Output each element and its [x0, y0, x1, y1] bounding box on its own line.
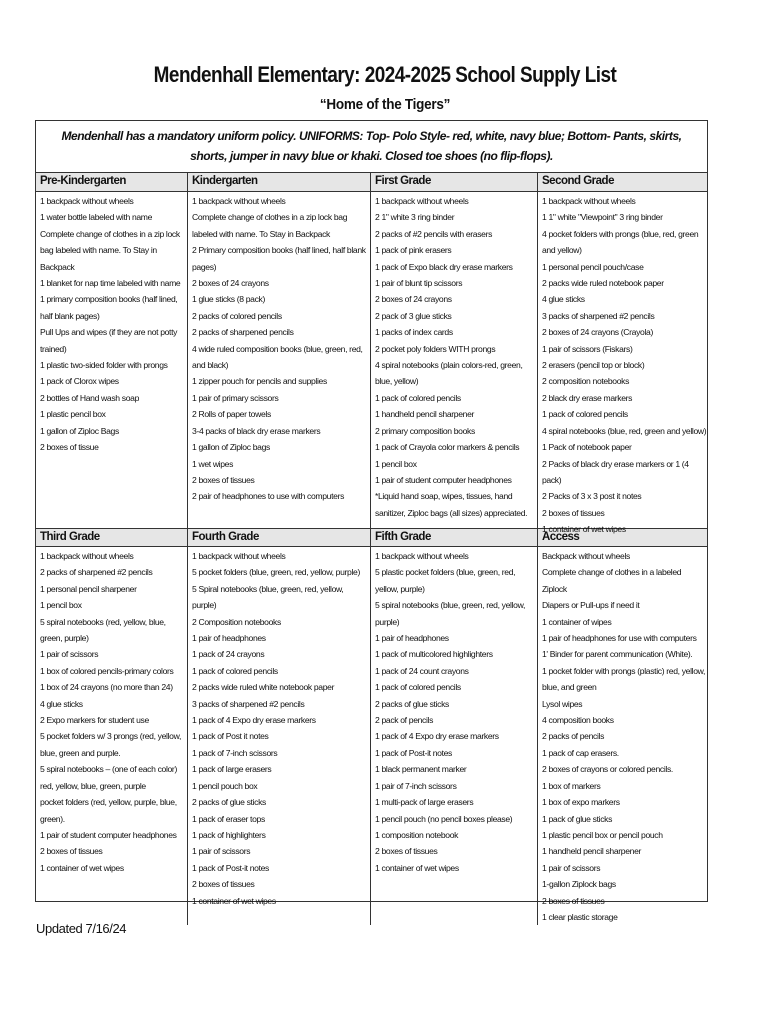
list-item: 1 pack of colored pencils — [375, 392, 461, 403]
list-item: 2 packs of pencils — [542, 731, 605, 742]
list-item: 2 boxes of tissues — [542, 507, 605, 518]
list-item: 1 pack of large erasers — [192, 764, 272, 775]
list-item: 2 packs of colored pencils — [192, 310, 282, 321]
header-access: Access — [542, 531, 580, 543]
list-item: 2 boxes of 24 crayons (Crayola) — [542, 327, 653, 338]
list-item: 2 boxes of tissues — [542, 895, 605, 906]
list-item: 3 packs of sharpened #2 pencils — [542, 310, 655, 321]
list-item: 1 personal pencil pouch/case — [542, 261, 644, 272]
list-item: 1 personal pencil sharpener — [40, 583, 137, 594]
list-item: 1 pack of 24 crayons — [192, 649, 265, 660]
list-item: 1 packs of index cards — [375, 327, 453, 338]
list-item: 1 pack of 4 Expo dry erase markers — [192, 715, 316, 726]
list-item: 1 composition notebook — [375, 829, 459, 840]
list-fourth-grade — [188, 547, 371, 925]
list-item: 1 pair of headphones — [192, 633, 266, 644]
list-item: 5 Spiral notebooks (blue, green, red, yellow, purple) — [192, 583, 344, 611]
list-item: 1 gallon of Ziploc bags — [192, 442, 270, 453]
list-item: 1 pencil box — [40, 600, 82, 611]
list-item: 1 water bottle labeled with name — [40, 212, 153, 223]
list-item: 1 pair of blunt tip scissors — [375, 278, 463, 289]
list-item: 1 box of colored pencils-primary colors — [40, 665, 174, 676]
list-item: 1 backpack without wheels — [375, 196, 469, 206]
list-item: 3 packs of sharpened #2 pencils — [192, 698, 305, 709]
list-item: 1 pocket folder with prongs (plastic) red, yellow, blue, and green — [542, 665, 706, 693]
supply-table — [35, 120, 708, 922]
list-pre-kindergarten — [36, 192, 188, 538]
list-item: 1 pencil pouch box — [192, 780, 258, 791]
list-item: 2 packs of #2 pencils with erasers — [375, 228, 493, 239]
list-item: 2 primary composition books — [375, 425, 475, 436]
list-item: 1 pack of Clorox wipes — [40, 376, 119, 387]
list-item: 1 Pack of notebook paper — [542, 442, 632, 453]
body-row-1 — [36, 192, 707, 535]
list-item: Backpack without wheels — [542, 551, 630, 561]
list-item: 4 composition books — [542, 715, 614, 726]
list-item: 2 boxes of tissues — [40, 846, 103, 857]
header-fourth-grade: Fourth Grade — [188, 529, 371, 546]
list-item: 1 clear plastic storage — [542, 911, 618, 922]
list-item: Complete change of clothes in a labeled Ziplock — [542, 567, 682, 594]
page-subtitle: “Home of the Tigers” — [319, 96, 451, 113]
list-item: Complete change of clothes in a zip lock bag labeled with name. To Stay in Backpack — [40, 228, 180, 272]
list-item: 1 blanket for nap time labeled with name — [40, 278, 181, 289]
list-item: 1 pair of student computer headphones — [375, 474, 512, 485]
list-item: 2 packs of glue sticks — [192, 797, 266, 808]
list-item: 5 pocket folders (blue, green, red, yellow, purple) — [192, 567, 360, 578]
page-title: Mendenhall Elementary: 2024-2025 School Supply List — [153, 62, 617, 87]
list-item: 1 gallon of Ziploc Bags — [40, 425, 119, 436]
list-item: 1 pair of scissors — [542, 862, 601, 873]
list-item: 1 pack of 4 Expo dry erase markers — [375, 731, 499, 742]
list-item: 1 backpack without wheels — [192, 196, 286, 206]
list-item: 2 bottles of Hand wash soap — [40, 392, 139, 403]
list-item: 2 Rolls of paper towels — [192, 409, 271, 420]
list-item: 1 pack of cap erasers. — [542, 747, 619, 758]
list-item: 2 Composition notebooks — [192, 616, 281, 627]
list-item: 2 boxes of tissues — [192, 879, 255, 890]
list-item: 4 wide ruled composition books (blue, green, red, and black) — [192, 343, 363, 371]
list-item: 2 black dry erase markers — [542, 392, 633, 403]
list-item: 1 pair of scissors — [40, 649, 99, 660]
list-item: 5 spiral notebooks – (one of each color) red, yellow, blue, green, purple — [40, 764, 177, 791]
list-item: 4 spiral notebooks (blue, red, green and yellow) — [542, 425, 707, 436]
list-item: 1 pack of eraser tops — [192, 813, 265, 824]
list-item: 2 Packs of 3 x 3 post it notes — [542, 491, 642, 502]
list-item: 1 box of 24 crayons (no more than 24) — [40, 682, 173, 693]
list-item: Complete change of clothes in a zip lock bag labeled with name. To Stay in Backpack — [192, 212, 348, 239]
list-access — [538, 547, 709, 925]
list-item: 2 pack of 3 glue sticks — [375, 310, 452, 321]
list-item: 2 composition notebooks — [542, 376, 630, 387]
list-first-grade — [371, 192, 538, 538]
header-kindergarten: Kindergarten — [188, 173, 371, 191]
list-item: 1 handheld pencil sharpener — [375, 409, 475, 420]
list-item: 1 pencil box — [375, 458, 417, 469]
list-item: 2 pair of headphones to use with computers — [192, 491, 345, 502]
list-item: 2 pocket poly folders WITH prongs — [375, 343, 496, 354]
list-item: 1 pack of highlighters — [192, 829, 266, 840]
header-fifth-grade: Fifth Grade — [371, 529, 538, 546]
list-item: 1 pair of 7-inch scissors — [375, 780, 457, 791]
list-kindergarten — [188, 192, 371, 538]
list-item: 1 pair of primary scissors — [192, 392, 279, 403]
list-item: 2 boxes of tissue — [40, 442, 99, 453]
list-item: 2 boxes of tissues — [375, 846, 438, 857]
list-item: 1 plastic pencil box — [40, 409, 106, 420]
list-item: 1 container of wet wipes — [192, 895, 276, 906]
list-fifth-grade — [371, 547, 538, 925]
list-item: 1 pack of Post it notes — [192, 731, 269, 742]
list-item: 1-gallon Ziplock bags — [542, 879, 616, 890]
list-item: 1 pack of 7-inch scissors — [192, 747, 278, 758]
list-item: 4 glue sticks — [542, 294, 585, 305]
list-item: 1 backpack without wheels — [40, 196, 134, 206]
list-item: 5 spiral notebooks (blue, green, red, yellow, purple) — [375, 600, 526, 627]
list-item: 2 packs of glue sticks — [375, 698, 449, 709]
list-item: 1 pack of glue sticks — [542, 813, 613, 824]
list-item: 1 1" white "Viewpoint" 3 ring binder — [542, 212, 663, 223]
list-item: 1 zipper pouch for pencils and supplies — [192, 376, 327, 387]
list-item: 2 Expo markers for student use — [40, 715, 149, 726]
header-third-grade: Third Grade — [36, 529, 188, 546]
list-item: *Liquid hand soap, wipes, tissues, hand sanitizer, Ziploc bags (all sizes) appreciated. — [375, 491, 528, 518]
list-item: 2 boxes of tissues — [192, 474, 255, 485]
header-row-1 — [36, 173, 707, 192]
list-item: Lysol wipes — [542, 698, 583, 709]
list-item: 1 backpack without wheels — [40, 551, 134, 561]
list-item: 5 pocket folders w/ 3 prongs (red, yellow, blue, green and purple. — [40, 731, 182, 758]
list-item: 1 glue sticks (8 pack) — [192, 294, 266, 305]
list-item: 2 packs wide ruled notebook paper — [542, 278, 664, 289]
list-item: 1 pack of pink erasers — [375, 245, 452, 256]
list-item: 2 boxes of 24 crayons — [375, 294, 452, 305]
list-item: 1 pack of multicolored highlighters — [375, 649, 493, 660]
list-item: Diapers or Pull-ups if need it — [542, 600, 640, 611]
list-item: 1 pair of headphones for use with computers — [542, 633, 697, 644]
list-item: 1 plastic two-sided folder with prongs — [40, 360, 168, 371]
list-item: 4 spiral notebooks (plain colors-red, green, blue, yellow) — [375, 360, 523, 387]
list-item: 1 box of markers — [542, 780, 601, 791]
list-item: 2 1" white 3 ring binder — [375, 212, 455, 223]
list-item: 1 pair of scissors (Fiskars) — [542, 343, 633, 354]
list-item: 2 Primary composition books (half lined, half blank pages) — [192, 245, 366, 272]
list-item: 2 boxes of 24 crayons — [192, 278, 269, 289]
list-item: 1 pair of scissors — [192, 846, 251, 857]
list-item: 1 pair of student computer headphones — [40, 829, 177, 840]
list-item: 1 wet wipes — [192, 458, 234, 469]
list-item: 1 container of wet wipes — [40, 862, 124, 873]
list-item: 1 pack of Expo black dry erase markers — [375, 261, 513, 272]
list-item: 1 box of expo markers — [542, 797, 620, 808]
list-item: 2 packs of sharpened #2 pencils — [40, 567, 153, 578]
list-item: 2 packs of sharpened pencils — [192, 327, 294, 338]
list-item: 1 pencil pouch (no pencil boxes please) — [375, 813, 513, 824]
list-item: 1 pack of Post-it notes — [375, 747, 452, 758]
body-row-2 — [36, 547, 707, 922]
list-item: 1 container of wet wipes — [542, 524, 626, 535]
list-item: 1 pair of headphones — [375, 633, 449, 644]
list-item: 5 plastic pocket folders (blue, green, red, yellow, purple) — [375, 567, 516, 594]
list-item: 1 backpack without wheels — [542, 196, 636, 206]
list-item: 1 plastic pencil box or pencil pouch — [542, 829, 663, 840]
list-item: 1 pack of Crayola color markers & pencils — [375, 442, 520, 453]
list-item: 2 Packs of black dry erase markers or 1 (4 pack) — [542, 458, 689, 485]
list-item: 2 boxes of crayons or colored pencils. — [542, 764, 673, 775]
list-item: 5 spiral notebooks (red, yellow, blue, green, purple) — [40, 616, 166, 644]
header-second-grade: Second Grade — [542, 175, 614, 187]
list-item: 1 pack of Post-it notes — [192, 862, 269, 873]
list-item: 4 pocket folders with prongs (blue, red, green and yellow) — [542, 228, 699, 256]
list-item: 1 backpack without wheels — [375, 551, 469, 561]
list-item: 1 black permanent marker — [375, 764, 467, 775]
list-item: 1 pack of 24 count crayons — [375, 665, 469, 676]
list-item: 1 handheld pencil sharpener — [542, 846, 642, 857]
list-third-grade — [36, 547, 188, 925]
list-item: 1 primary composition books (half lined, half blank pages) — [40, 294, 178, 321]
list-item: 2 packs wide ruled white notebook paper — [192, 682, 335, 693]
list-item: 2 erasers (pencil top or block) — [542, 360, 645, 371]
list-second-grade — [538, 192, 709, 538]
header-first-grade: First Grade — [371, 173, 538, 191]
list-item: 1 container of wet wipes — [375, 862, 459, 873]
list-item: 3-4 packs of black dry erase markers — [192, 425, 321, 436]
header-row-2 — [36, 528, 707, 547]
list-item: 2 pack of pencils — [375, 715, 434, 726]
updated-date: Updated 7/16/24 — [36, 921, 127, 936]
list-item: 1 pack of colored pencils — [542, 409, 628, 420]
list-item: pocket folders (red, yellow, purple, blue, green). — [40, 797, 177, 824]
list-item: Pull Ups and wipes (if they are not potty trained) — [40, 327, 178, 354]
uniform-notice: Mendenhall has a mandatory uniform policy. UNIFORMS: Top- Polo Style- red, white, navy blue; Bottom- Pants, skirts, shorts, jumper in navy blue or khaki. Closed toe shoes (no flip-flops). — [36, 121, 707, 173]
list-item: 1' Binder for parent communication (White). — [542, 649, 693, 660]
list-item: 1 container of wipes — [542, 616, 612, 627]
list-item: 4 glue sticks — [40, 698, 83, 709]
list-item: 1 backpack without wheels — [192, 551, 286, 561]
list-item: 1 multi-pack of large erasers — [375, 797, 474, 808]
list-item: 1 pack of colored pencils — [375, 682, 461, 693]
list-item: 1 pack of colored pencils — [192, 665, 278, 676]
header-pre-kindergarten: Pre-Kindergarten — [36, 173, 188, 191]
